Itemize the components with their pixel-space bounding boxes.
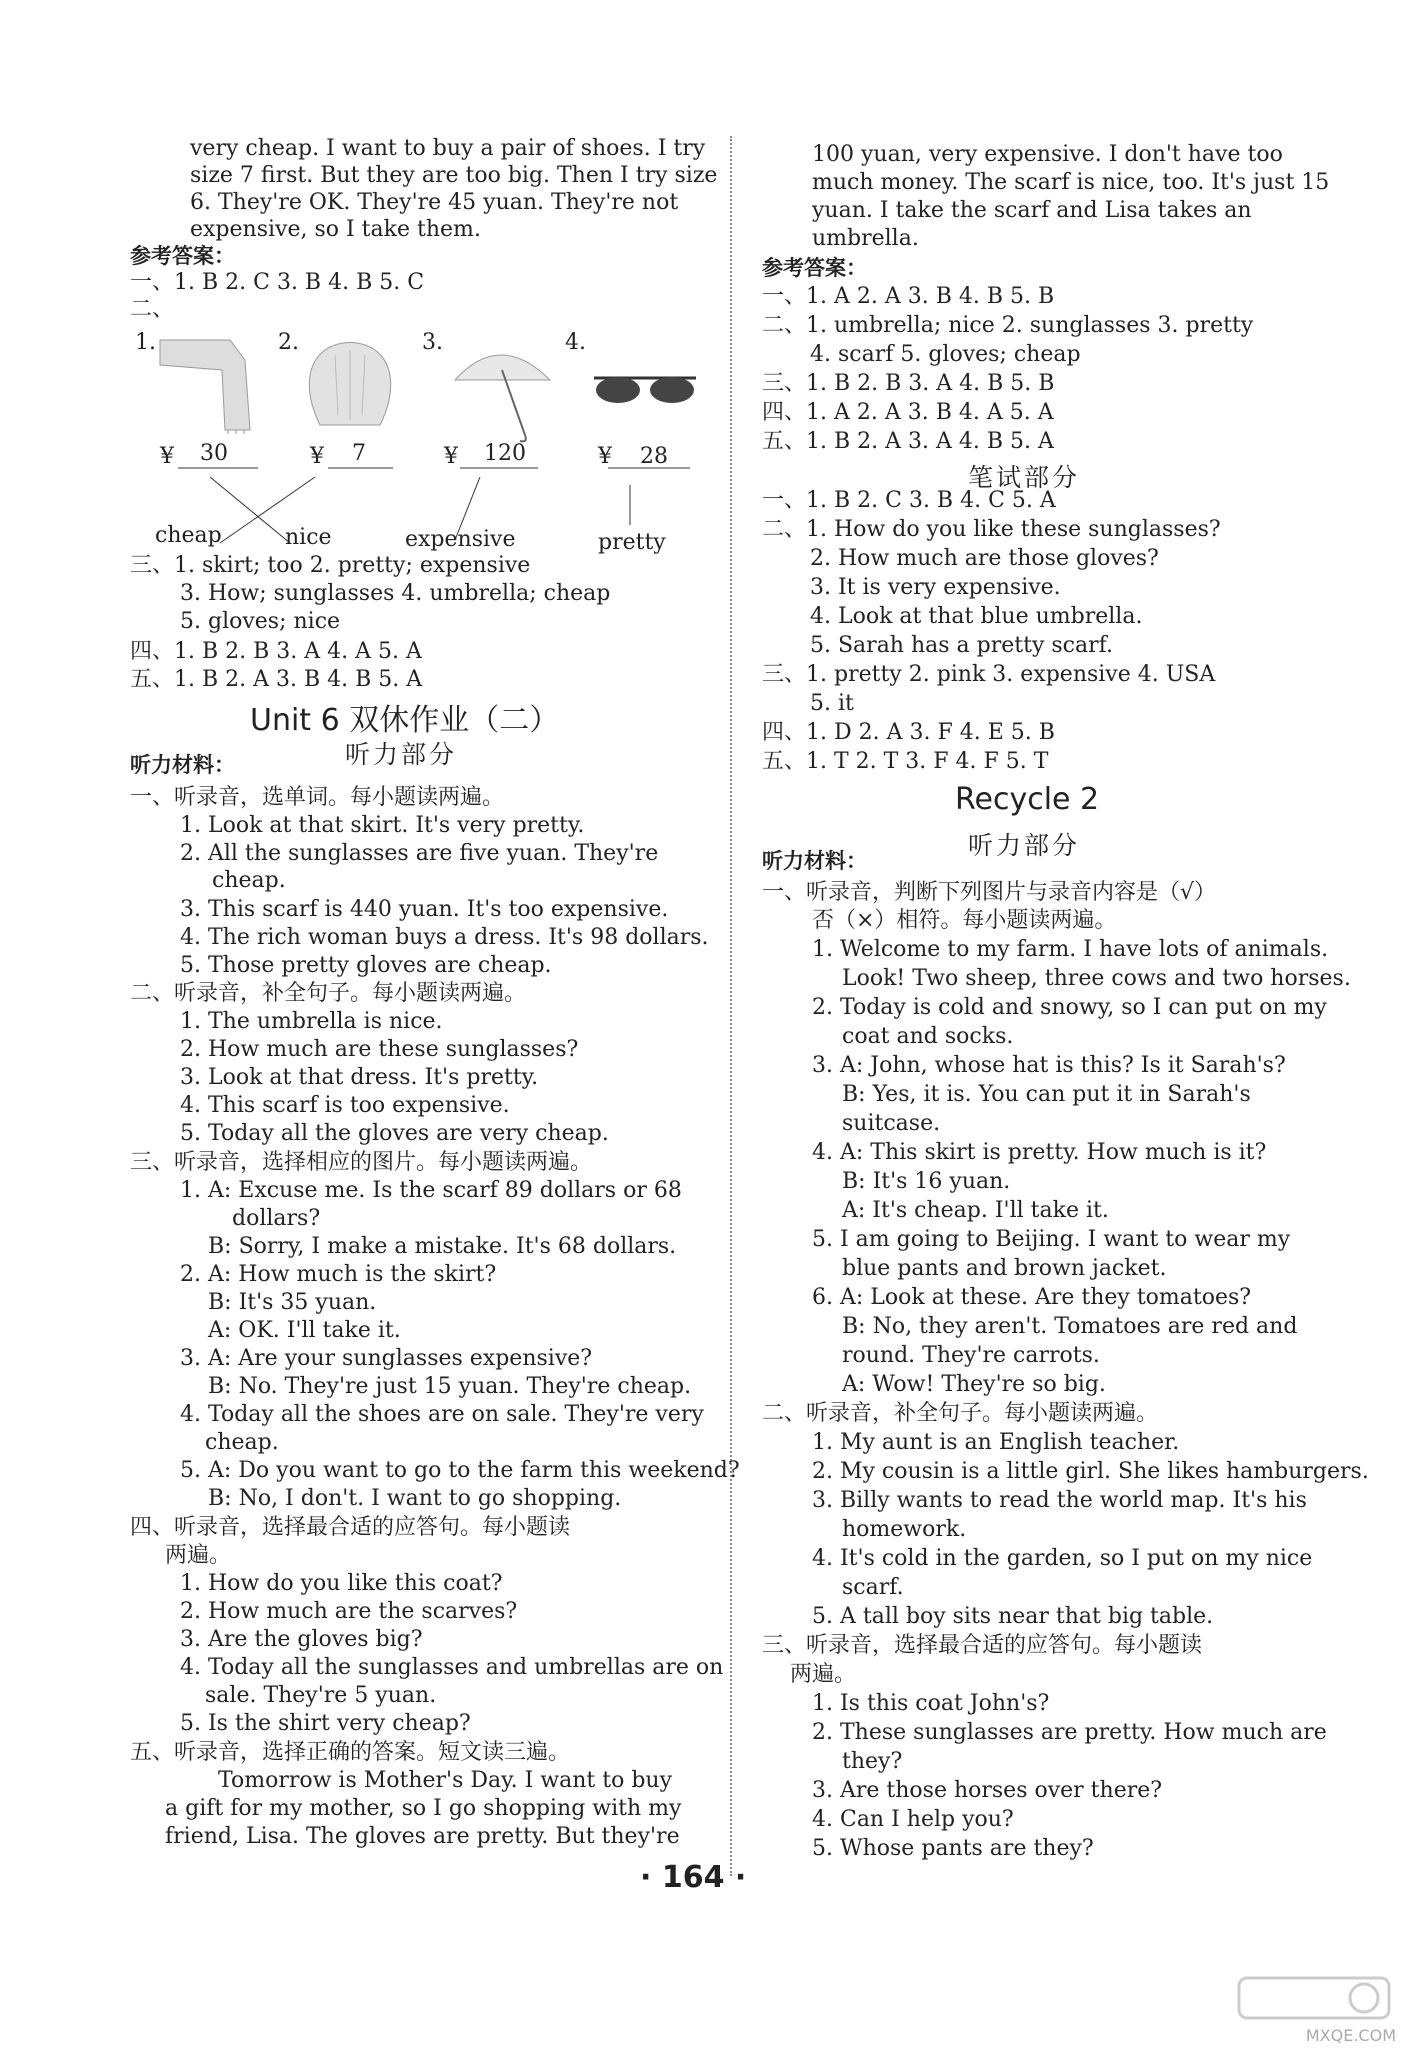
page-number: · 164 · [640, 1860, 747, 1895]
text-line: 2. All the sunglasses are five yuan. They're [180, 841, 659, 866]
text-line: B: No. They're just 15 yuan. They're cheap. [208, 1374, 692, 1399]
answer-line: 三、1. skirt; too 2. pretty; expensive [130, 553, 531, 578]
watermark-logo-icon [1234, 1973, 1394, 2023]
text-line: 2. A: How much is the skirt? [180, 1262, 497, 1287]
text-line: 3. Look at that dress. It's pretty. [180, 1065, 539, 1090]
text-line: they? [842, 1749, 903, 1774]
column-divider [730, 136, 732, 1876]
answer-line: 三、1. pretty 2. pink 3. expensive 4. USA [762, 662, 1216, 687]
text-line: 4. A: This skirt is pretty. How much is it? [812, 1140, 1267, 1165]
text-line: very cheap. I want to buy a pair of shoes. I try [190, 136, 706, 161]
pic-number: 4. [565, 330, 586, 355]
text-line: 3. Are the gloves big? [180, 1627, 423, 1652]
answer-line: 五、1. B 2. A 3. B 4. B 5. A [130, 667, 423, 692]
answer-line: 二、1. umbrella; nice 2. sunglasses 3. pretty [762, 313, 1254, 338]
answer-line: 一、1. B 2. C 3. B 4. C 5. A [762, 488, 1056, 513]
text-line: 4. Can I help you? [812, 1807, 1014, 1832]
text-line: A: It's cheap. I'll take it. [842, 1198, 1109, 1223]
text-line: size 7 first. But they are too big. Then I try size [190, 163, 718, 188]
text-line: B: Sorry, I make a mistake. It's 68 dollars. [208, 1234, 677, 1259]
question-heading: 三、听录音，选择相应的图片。每小题读两遍。 [130, 1150, 593, 1175]
question-heading: 二、听录音，补全句子。每小题读两遍。 [762, 1401, 1159, 1426]
text-line: 5. I am going to Beijing. I want to wear my [812, 1227, 1291, 1252]
text-line: 2. My cousin is a little girl. She likes hamburgers. [812, 1459, 1369, 1484]
answer-line: 二、1. How do you like these sunglasses? [762, 517, 1221, 542]
text-line: 3. Billy wants to read the world map. It's his [812, 1488, 1307, 1513]
text-line: 5. Whose pants are they? [812, 1836, 1094, 1861]
unit-title: Recycle 2 [955, 782, 1100, 817]
text-line: umbrella. [812, 226, 919, 251]
answer-line: 四、1. B 2. B 3. A 4. A 5. A [130, 639, 422, 664]
text-line: suitcase. [842, 1111, 941, 1136]
match-word: nice [285, 525, 332, 550]
text-line: homework. [842, 1517, 967, 1542]
match-word: expensive [405, 527, 516, 552]
answer-line: 4. scarf 5. gloves; cheap [810, 342, 1081, 367]
price-value: 30 [200, 441, 228, 466]
text-line: 2. How much are these sunglasses? [180, 1037, 579, 1062]
answer-line: 3. It is very expensive. [810, 575, 1061, 600]
text-line: expensive, so I take them. [190, 217, 481, 242]
pic-number: 3. [422, 330, 443, 355]
text-line: friend, Lisa. The gloves are pretty. But they're [165, 1824, 680, 1849]
question-heading: 四、听录音，选择最合适的应答句。每小题读 [130, 1515, 571, 1540]
price-value: 120 [484, 441, 526, 466]
answer-line: 五、1. T 2. T 3. F 4. F 5. T [762, 749, 1049, 774]
text-line: coat and socks. [842, 1024, 1014, 1049]
text-line: 3. A: John, whose hat is this? Is it Sarah's? [812, 1053, 1286, 1078]
text-line: 1. Is this coat John's? [812, 1691, 1050, 1716]
answer-line: 一、1. A 2. A 3. B 4. B 5. B [762, 284, 1055, 309]
text-line: cheap. [212, 868, 286, 893]
text-line: 4. The rich woman buys a dress. It's 98 dollars. [180, 925, 709, 950]
yen-sign: ¥ [310, 444, 324, 469]
text-line: 4. This scarf is too expensive. [180, 1093, 510, 1118]
question-heading: 一、听录音，判断下列图片与录音内容是（√） [762, 880, 1217, 905]
text-line: 5. Is the shirt very cheap? [180, 1711, 471, 1736]
answer-label: 参考答案： [130, 244, 235, 268]
yen-sign: ¥ [444, 444, 458, 469]
section-title: 听力部分 [968, 831, 1081, 860]
text-line: B: No, I don't. I want to go shopping. [208, 1486, 622, 1511]
text-line: 1. How do you like this coat? [180, 1571, 503, 1596]
text-line: 3. Are those horses over there? [812, 1778, 1163, 1803]
text-line: 2. Today is cold and snowy, so I can put on my [812, 995, 1327, 1020]
text-line: 5. Today all the gloves are very cheap. [180, 1121, 609, 1146]
text-line: B: No, they aren't. Tomatoes are red and [842, 1314, 1298, 1339]
pic-number: 1. [135, 330, 156, 355]
answer-line: 5. Sarah has a pretty scarf. [810, 633, 1113, 658]
watermark-text: MXQE.COM [1305, 2026, 1396, 2045]
text-line: 1. Look at that skirt. It's very pretty. [180, 813, 585, 838]
answer-line: 四、1. D 2. A 3. F 4. E 5. B [762, 720, 1055, 745]
text-line: 5. A: Do you want to go to the farm this weekend? [180, 1458, 740, 1483]
text-line: dollars? [232, 1206, 321, 1231]
answer-line: 四、1. A 2. A 3. B 4. A 5. A [762, 400, 1054, 425]
text-line: 1. My aunt is an English teacher. [812, 1430, 1180, 1455]
yen-sign: ¥ [160, 444, 174, 469]
text-line: A: Wow! They're so big. [842, 1372, 1106, 1397]
question-heading: 一、听录音，选单词。每小题读两遍。 [130, 785, 505, 810]
answer-line: 2. How much are those gloves? [810, 546, 1159, 571]
text-line: 2. How much are the scarves? [180, 1599, 518, 1624]
text-line: much money. The scarf is nice, too. It's just 15 [812, 170, 1330, 195]
answer-line: 5. gloves; nice [180, 609, 341, 634]
text-line: sale. They're 5 yuan. [205, 1683, 437, 1708]
question-heading: 二、听录音，补全句子。每小题读两遍。 [130, 981, 527, 1006]
text-line: yuan. I take the scarf and Lisa takes an [812, 198, 1252, 223]
yen-sign: ¥ [598, 444, 612, 469]
text-line: B: Yes, it is. You can put it in Sarah's [842, 1082, 1251, 1107]
text-line: 4. Today all the sunglasses and umbrellas are on [180, 1655, 724, 1680]
text-line: 6. A: Look at these. Are they tomatoes? [812, 1285, 1252, 1310]
text-line: A: OK. I'll take it. [208, 1318, 401, 1343]
section-title: 听力部分 [345, 740, 458, 769]
gloves-icon [300, 335, 400, 440]
answer-line: 4. Look at that blue umbrella. [810, 604, 1143, 629]
question-heading: 五、听录音，选择正确的答案。短文读三遍。 [130, 1740, 571, 1765]
text-line: 5. A tall boy sits near that big table. [812, 1604, 1214, 1629]
answer-line: 五、1. B 2. A 3. A 4. B 5. A [762, 429, 1054, 454]
text-line: B: It's 35 yuan. [208, 1290, 377, 1315]
text-line: Tomorrow is Mother's Day. I want to buy [218, 1768, 673, 1793]
answer-label: 参考答案： [762, 256, 867, 280]
text-line: 6. They're OK. They're 45 yuan. They're not [190, 190, 679, 215]
answer-line: 三、1. B 2. B 3. A 4. B 5. B [762, 371, 1055, 396]
answer-line: 5. it [810, 691, 854, 716]
answer-line: 二、 [130, 297, 175, 322]
umbrella-icon [445, 335, 555, 445]
text-line: 3. A: Are your sunglasses expensive? [180, 1346, 593, 1371]
question-heading: 否（×）相符。每小题读两遍。 [812, 908, 1117, 933]
text-line: 100 yuan, very expensive. I don't have too [812, 142, 1283, 167]
text-line: round. They're carrots. [842, 1343, 1100, 1368]
text-line: 4. Today all the shoes are on sale. They're very [180, 1402, 704, 1427]
pic-number: 2. [278, 330, 299, 355]
match-word: pretty [598, 530, 666, 555]
text-line: Look! Two sheep, three cows and two horses. [842, 966, 1351, 991]
text-line: scarf. [842, 1575, 904, 1600]
text-line: 4. It's cold in the garden, so I put on my nice [812, 1546, 1313, 1571]
text-line: 1. Welcome to my farm. I have lots of animals. [812, 937, 1329, 962]
match-word: cheap [155, 523, 222, 548]
material-label: 听力材料： [130, 753, 235, 777]
text-line: 2. These sunglasses are pretty. How much are [812, 1720, 1327, 1745]
sunglasses-icon [590, 370, 700, 410]
unit-title: Unit 6 双休作业（二） [250, 703, 560, 738]
text-line: cheap. [205, 1430, 279, 1455]
answer-line: 一、1. B 2. C 3. B 4. B 5. C [130, 270, 425, 295]
answer-line: 3. How; sunglasses 4. umbrella; cheap [180, 581, 611, 606]
question-heading: 三、听录音，选择最合适的应答句。每小题读 [762, 1633, 1203, 1658]
text-line: a gift for my mother, so I go shopping with my [165, 1796, 682, 1821]
section-title: 笔试部分 [968, 463, 1081, 492]
question-heading: 两遍。 [165, 1543, 232, 1568]
text-line: 1. A: Excuse me. Is the scarf 89 dollars or 68 [180, 1178, 682, 1203]
material-label: 听力材料： [762, 849, 867, 873]
price-value: 7 [352, 441, 366, 466]
price-value: 28 [640, 444, 668, 469]
scarf-icon [150, 330, 260, 435]
text-line: 5. Those pretty gloves are cheap. [180, 953, 552, 978]
question-heading: 两遍。 [790, 1662, 857, 1687]
text-line: blue pants and brown jacket. [842, 1256, 1167, 1281]
text-line: B: It's 16 yuan. [842, 1169, 1011, 1194]
text-line: 3. This scarf is 440 yuan. It's too expensive. [180, 897, 669, 922]
text-line: 1. The umbrella is nice. [180, 1009, 443, 1034]
